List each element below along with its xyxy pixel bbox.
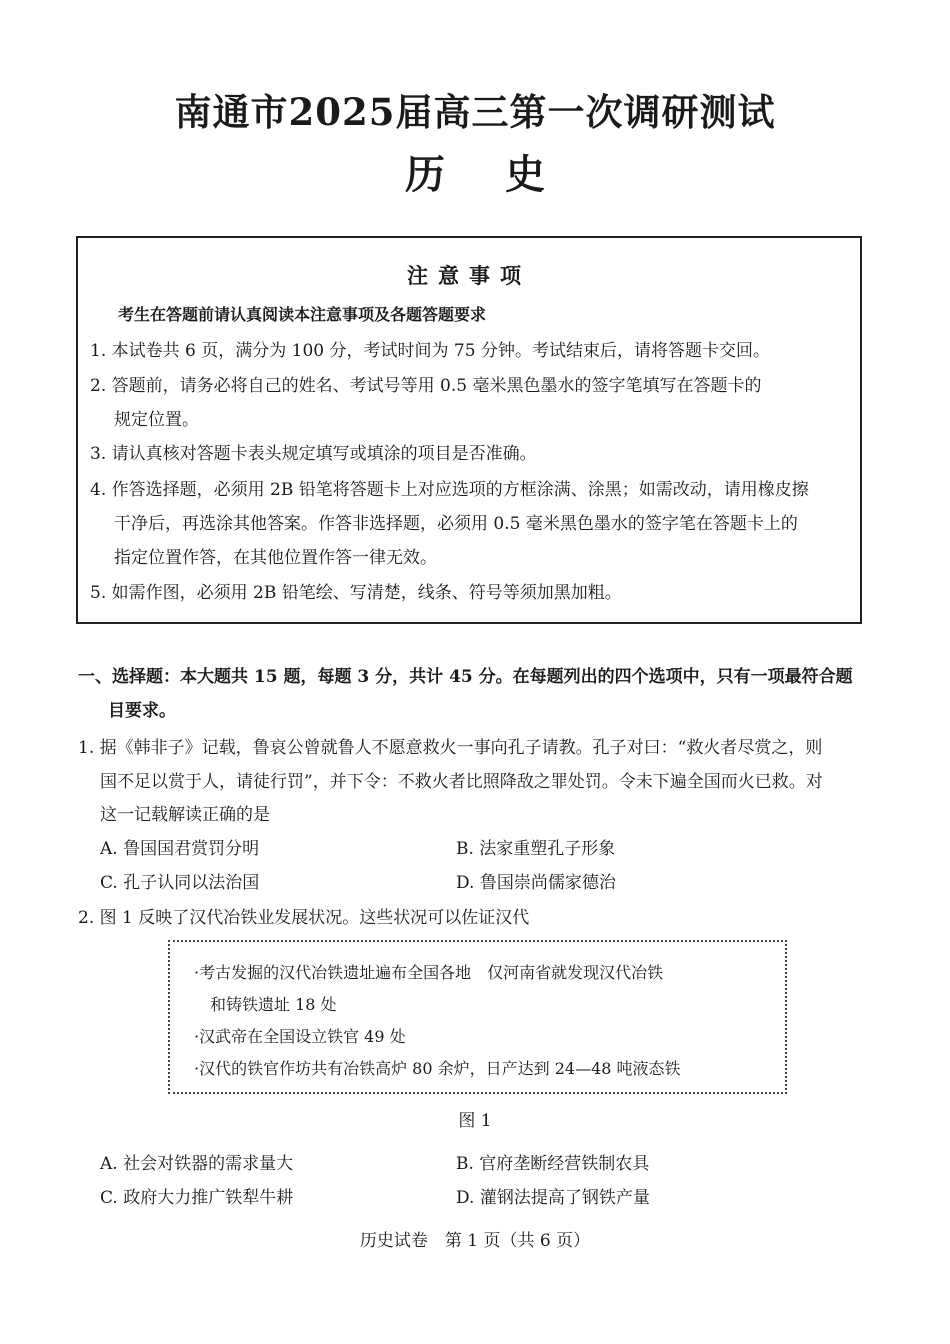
notice-line: 1. 本试卷共 6 页，满分为 100 分，考试时间为 75 分钟。考试结束后，请将答题卡交回。 <box>90 341 770 361</box>
notice-line: 指定位置作答，在其他位置作答一律无效。 <box>114 548 437 568</box>
material-line: ·汉武帝在全国设立铁官 49 处 <box>194 1027 406 1046</box>
q1-option-d[interactable]: D. 鲁国崇尚儒家德治 <box>456 873 616 893</box>
notice-heading: 注意事项 <box>407 263 531 288</box>
q2-option-c[interactable]: C. 政府大力推广铁犁牛耕 <box>100 1188 294 1208</box>
q1-option-a[interactable]: A. 鲁国国君赏罚分明 <box>100 839 260 859</box>
figure-caption: 图 1 <box>458 1111 492 1131</box>
page-footer: 历史试卷 第 1 页（共 6 页） <box>359 1231 591 1251</box>
material-line: ·汉代的铁官作坊共有冶铁高炉 80 余炉，日产达到 24—48 吨液态铁 <box>194 1059 681 1078</box>
q2-option-a[interactable]: A. 社会对铁器的需求量大 <box>100 1154 294 1174</box>
notice-line: 2. 答题前，请务必将自己的姓名、考试号等用 0.5 毫米黑色墨水的签字笔填写在答题卡的 <box>90 376 762 396</box>
notice-line: 4. 作答选择题，必须用 2B 铅笔将答题卡上对应选项的方框涂满、涂黑；如需改动，请用橡皮擦 <box>90 480 809 500</box>
notice-line: 3. 请认真核对答题卡表头规定填写或填涂的项目是否准确。 <box>90 444 537 464</box>
notice-line: 规定位置。 <box>114 410 199 430</box>
subject-title: 历史 <box>405 151 605 198</box>
q1-option-c[interactable]: C. 孔子认同以法治国 <box>100 873 260 893</box>
exam-title: 南通市2025届高三第一次调研测试 <box>174 90 776 134</box>
notice-box <box>76 236 862 624</box>
section-heading-cont: 目要求。 <box>108 701 176 721</box>
question-1-stem: 1. 据《韩非子》记载，鲁哀公曾就鲁人不愿意救火一事向孔子请教。孔子对曰：“救火者尽赏之，则 <box>78 738 823 758</box>
material-box <box>168 940 787 1094</box>
question-1-stem: 国不足以赏于人，请徒行罚”，并下令：不救火者比照降敌之罪处罚。令未下遍全国而火已救。对 <box>100 772 823 792</box>
q1-option-b[interactable]: B. 法家重塑孔子形象 <box>456 839 616 859</box>
q2-option-b[interactable]: B. 官府垄断经营铁制农具 <box>456 1154 650 1174</box>
question-2-stem: 2. 图 1 反映了汉代冶铁业发展状况。这些状况可以佐证汉代 <box>78 908 530 928</box>
material-line: 和铸铁遗址 18 处 <box>210 995 337 1014</box>
material-line: ·考古发掘的汉代冶铁遗址遍布全国各地 仅河南省就发现汉代冶铁 <box>194 963 664 982</box>
notice-line: 5. 如需作图，必须用 2B 铅笔绘、写清楚，线条、符号等须加黑加粗。 <box>90 583 622 603</box>
section-heading: 一、选择题：本大题共 15 题，每题 3 分，共计 45 分。在每题列出的四个选项中，只有一项最符合题 <box>78 667 853 687</box>
notice-line: 干净后，再选涂其他答案。作答非选择题，必须用 0.5 毫米黑色墨水的签字笔在答题卡上的 <box>114 514 798 534</box>
question-1-stem: 这一记载解读正确的是 <box>100 805 270 825</box>
q2-option-d[interactable]: D. 灌钢法提高了钢铁产量 <box>456 1188 650 1208</box>
notice-subheading: 考生在答题前请认真阅读本注意事项及各题答题要求 <box>118 305 487 324</box>
